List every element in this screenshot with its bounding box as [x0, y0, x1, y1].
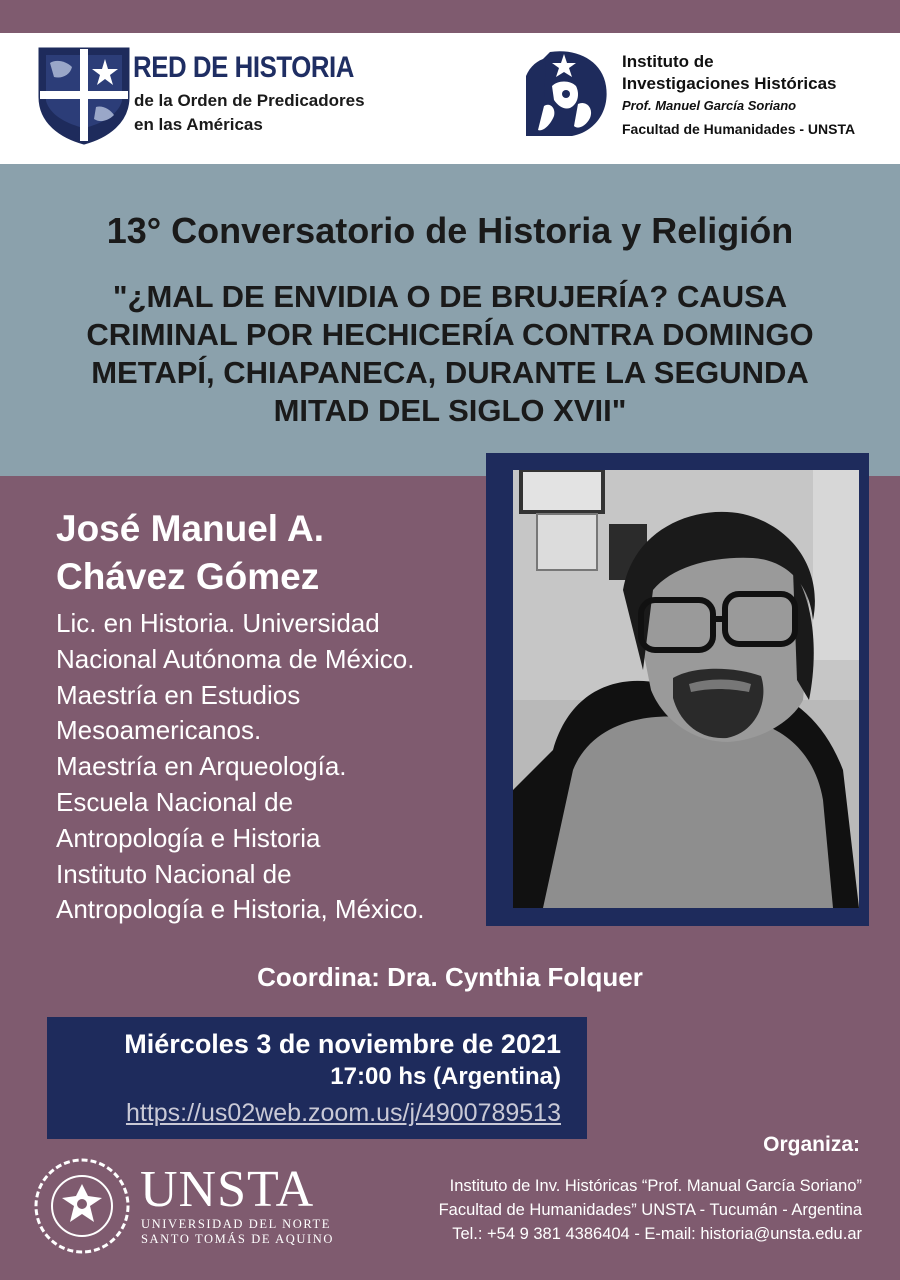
university-full-name-line1: UNIVERSIDAD DEL NORTE	[141, 1217, 332, 1231]
organizer-institute: Instituto de Inv. Históricas “Prof. Manual García Soriano”	[449, 1177, 862, 1195]
bio-line: Mesoamericanos.	[56, 715, 262, 746]
speaker-portrait-illustration	[513, 470, 859, 908]
network-subtitle-line1: de la Orden de Predicadores	[134, 91, 365, 110]
bio-line: Escuela Nacional de	[56, 786, 294, 817]
speaker-bio	[56, 606, 496, 928]
bio-line: Antropología e Historia	[56, 822, 321, 853]
zoom-link[interactable]: https://us02web.zoom.us/j/4900789513	[125, 1099, 561, 1127]
speaker-name-line1: José Manuel A.	[56, 508, 324, 549]
network-title: RED DE HISTORIA	[133, 51, 355, 84]
organizer-contact: Tel.: +54 9 381 4386404 - E-mail: historia@unsta.edu.ar	[452, 1225, 862, 1243]
university-short-name: UNSTA	[140, 1161, 315, 1218]
university-full-name-line2: SANTO TOMÁS DE AQUINO	[141, 1232, 334, 1246]
bio-line: Instituto Nacional de	[56, 858, 292, 889]
event-time: 17:00 hs (Argentina)	[330, 1063, 561, 1090]
network-subtitle-line2: en las Américas	[134, 115, 263, 134]
institute-name-line3: Prof. Manuel García Soriano	[622, 98, 797, 113]
talk-title: "¿MAL DE ENVIDIA O DE BRUJERÍA? CAUSA CRIMINAL POR HECHICERÍA CONTRA DOMINGO METAPÍ, CHIAPANECA, DURANTE LA SEGUNDA MITAD DEL SIGLO XVII"	[86, 279, 814, 428]
unsta-seal-logo	[32, 1156, 132, 1256]
bio-line: Lic. en Historia. Universidad	[56, 608, 380, 638]
event-date: Miércoles 3 de noviembre de 2021	[124, 1029, 561, 1059]
institute-faculty: Facultad de Humanidades - UNSTA	[622, 121, 856, 137]
event-title: 13° Conversatorio de Historia y Religión	[106, 210, 794, 251]
speaker-name-line2: Chávez Gómez	[56, 556, 320, 597]
organizer-faculty: Facultad de Humanidades” UNSTA - Tucumán - Argentina	[438, 1201, 862, 1219]
institute-logo	[520, 46, 610, 138]
institute-name-line1: Instituto de	[622, 52, 714, 71]
header-banner	[0, 33, 900, 164]
bio-line: Maestría en Estudios	[56, 679, 301, 710]
speaker-photo	[513, 470, 859, 908]
organizer-label: Organiza:	[763, 1133, 860, 1156]
institute-name-line2: Investigaciones Históricas	[622, 74, 837, 93]
red-de-historia-shield-logo	[36, 45, 132, 145]
bio-line: Nacional Autónoma de México.	[56, 643, 415, 674]
schedule-box	[47, 1017, 587, 1139]
bio-line: Maestría en Arqueología.	[56, 751, 347, 782]
speaker-name	[56, 505, 476, 601]
coordinator-text: Coordina: Dra. Cynthia Folquer	[257, 962, 643, 992]
bio-line: Antropología e Historia, México.	[56, 894, 425, 925]
